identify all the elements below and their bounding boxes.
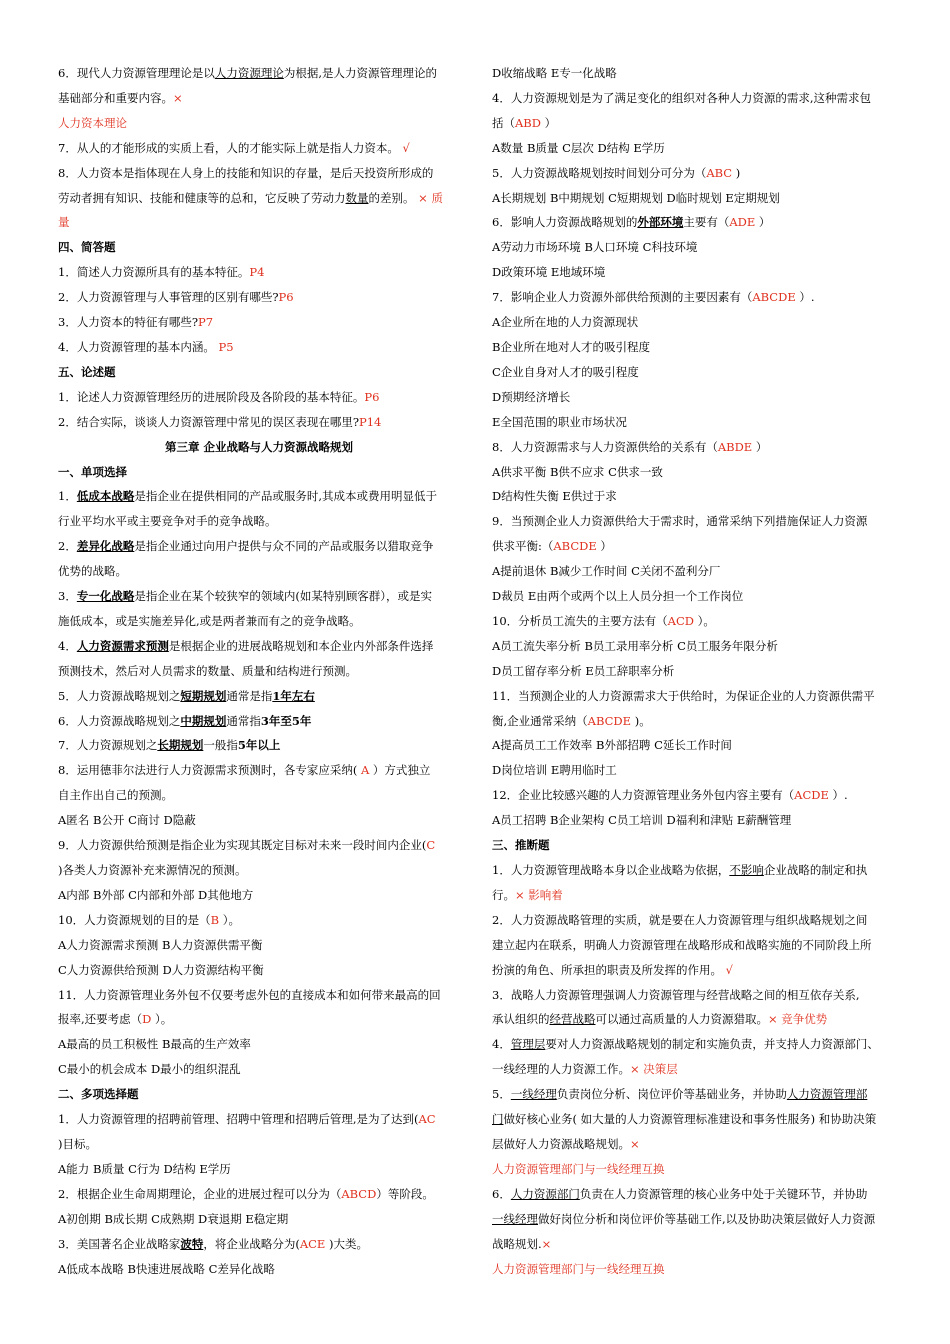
underlined-term: 中期规划 <box>180 713 227 728</box>
text-segment: 是根据企业的进展战略规划和本企业内外部条件选择 <box>168 638 434 653</box>
text-segment: 5．人力资源战略规划之 <box>58 688 181 703</box>
text-segment: 12．企业比较感兴趣的人力资源管理业务外包内容主要有（ <box>492 788 795 803</box>
text-segment: 五、论述题 <box>58 364 116 379</box>
answer-text: ACDE <box>794 788 829 803</box>
text-line <box>492 111 902 136</box>
underlined-term: 人力资源部门 <box>510 1186 580 1201</box>
text-segment: 优势的战略。 <box>58 564 127 579</box>
answer-text: ABC <box>706 165 733 180</box>
answer-text: C <box>426 838 436 853</box>
text-segment: ）方式独立 <box>369 763 431 778</box>
text-line <box>58 1232 460 1257</box>
text-segment: D员工留存率分析 E员工辞职率分析 <box>492 663 675 678</box>
section-heading <box>58 360 460 385</box>
answer-text: B <box>210 912 220 927</box>
text-line <box>58 310 460 335</box>
text-segment: 4． <box>492 1037 511 1052</box>
text-segment: 层做好人力资源战略规划。 <box>492 1136 630 1151</box>
text-segment: ) <box>732 165 741 180</box>
answer-text: × <box>630 1136 640 1151</box>
answer-text: P7 <box>197 315 214 330</box>
text-segment: 6．影响人力资源战略规划的 <box>492 215 638 230</box>
underlined-term: 一线经理 <box>510 1087 557 1102</box>
section-heading <box>58 460 460 485</box>
text-segment: A提高员工工作效率 B外部招聘 C延长工作时间 <box>492 738 732 753</box>
text-line <box>492 1057 902 1082</box>
text-line <box>58 1057 460 1082</box>
text-line <box>58 186 460 211</box>
text-segment: 企业战略的制定和执 <box>763 863 868 877</box>
text-segment: C人力资源供给预测 D人力资源结构平衡 <box>58 962 264 977</box>
text-segment: 2．人力资源战略管理的实质，就是要在人力资源管理与组织战略规划之间 <box>492 912 868 927</box>
text-segment: 通常是指 <box>226 688 273 703</box>
text-line <box>492 584 902 609</box>
text-segment: 做好岗位分析和岗位评价等基础工作,以及协助决策层做好人力资源 <box>538 1211 876 1226</box>
text-line <box>58 584 460 609</box>
text-segment: 8．运用德菲尔法进行人力资源需求预测时，各专家应采纳( <box>58 763 361 778</box>
text-segment: 4．人力资源规划是为了满足变化的组织对各种人力资源的需求,这种需求包 <box>492 90 871 105</box>
text-segment: 3．战略人力资源管理强调人力资源管理与经营战略之间的相互依存关系, <box>492 987 860 1002</box>
text-line <box>492 285 902 310</box>
text-segment: D岗位培训 E聘用临时工 <box>492 763 617 778</box>
text-line <box>492 1032 902 1057</box>
text-segment: 3．人力资本的特征有哪些? <box>58 315 198 330</box>
text-line <box>58 136 460 161</box>
text-line <box>492 1132 902 1157</box>
text-line <box>58 285 460 310</box>
text-line <box>58 484 460 509</box>
text-line <box>58 161 460 186</box>
text-line <box>58 1182 460 1207</box>
text-segment: 衡,企业通常采纳（ <box>492 713 588 728</box>
text-segment: 是指企业通过向用户提供与众不同的产品或服务以猎取竞争 <box>134 539 434 554</box>
text-line <box>492 460 902 485</box>
text-segment: D政策环境 E地域环境 <box>492 265 606 280</box>
answer-text: 人力资源管理部门与一线经理互换 <box>492 1161 665 1176</box>
text-line <box>492 933 902 958</box>
text-segment: 6． <box>492 1186 511 1201</box>
answer-text: × 决策层 <box>630 1062 678 1077</box>
text-segment: ） <box>596 539 612 554</box>
answer-text: √ <box>402 140 410 155</box>
text-segment: B企业所在地对人才的吸引程度 <box>492 339 650 354</box>
underlined-term: 专一化战略 <box>76 589 135 604</box>
text-line <box>58 883 460 908</box>
text-line <box>58 1207 460 1232</box>
text-line <box>58 86 460 111</box>
underlined-term: 人力资源理论 <box>214 66 284 80</box>
text-line <box>492 310 902 335</box>
text-line <box>58 210 460 235</box>
underlined-term: 外部环境 <box>637 215 684 230</box>
answer-text: P5 <box>218 339 234 354</box>
text-line <box>492 1157 902 1182</box>
answer-text: √ <box>725 962 733 977</box>
underlined-term: 差异化战略 <box>76 539 135 554</box>
text-segment: 的差别。 <box>368 190 419 205</box>
text-segment: 10．分析员工流失的主要方法有（ <box>492 613 668 628</box>
answer-text: ABCDE <box>587 713 632 728</box>
text-line <box>492 709 902 734</box>
text-line <box>58 783 460 808</box>
text-line <box>492 783 902 808</box>
text-line <box>58 659 460 684</box>
text-segment: E全国范围的职业市场状况 <box>492 414 627 429</box>
answer-text: 人力资源管理部门与一线经理互换 <box>492 1261 665 1276</box>
answer-text: ADE <box>729 215 756 230</box>
text-segment: 行。 <box>492 887 515 902</box>
text-line <box>492 484 902 509</box>
text-segment: A提前退休 B减少工作时间 C关闭不盈利分厂 <box>492 564 721 579</box>
text-segment: 一般指 <box>203 738 238 753</box>
text-segment: A内部 B外部 C内部和外部 D其他地方 <box>58 887 254 902</box>
text-segment: 1．简述人力资源所具有的基本特征。 <box>58 265 250 280</box>
text-line <box>492 758 902 783</box>
text-segment: 负责在人力资源管理的核心业务中处于关键环节，并协助 <box>579 1186 868 1201</box>
underlined-term: 1年左右 <box>272 688 315 703</box>
text-line <box>58 559 460 584</box>
text-line <box>492 1082 902 1107</box>
text-segment: ，将企业战略分为( <box>203 1236 300 1251</box>
text-line <box>58 858 460 883</box>
text-segment: 4． <box>58 638 77 653</box>
text-segment: 做好核心业务( 如大量的人力资源管理标准建设和事务性服务) 和协助决策 <box>503 1112 877 1127</box>
text-segment: 7．人力资源规划之 <box>58 738 158 753</box>
text-segment: A初创期 B成长期 C成熟期 D衰退期 E稳定期 <box>58 1211 289 1226</box>
chapter-title <box>58 435 460 460</box>
text-line <box>492 609 902 634</box>
text-segment: 劳动者拥有知识、技能和健康等的总和，它反映了劳动力 <box>58 190 346 205</box>
answer-text: 量 <box>58 215 70 230</box>
text-segment: D结构性失衡 E供过于求 <box>492 489 617 504</box>
underlined-term: 管理层 <box>510 1037 546 1052</box>
text-line <box>492 385 902 410</box>
answer-text: P4 <box>249 265 265 280</box>
text-line <box>58 1032 460 1057</box>
text-segment: 3年至5年 <box>260 713 312 728</box>
text-segment: ） <box>752 439 768 454</box>
text-segment: 9．人力资源供给预测是指企业为实现其既定目标对未来一段时间内企业( <box>58 838 427 853</box>
text-segment: 括（ <box>492 115 515 130</box>
text-segment: 5．人力资源战略规划按时间划分可分为（ <box>492 165 707 180</box>
text-line <box>58 808 460 833</box>
text-line <box>492 1232 902 1257</box>
text-segment: 1．论述人力资源管理经历的进展阶段及各阶段的基本特征。 <box>58 389 365 404</box>
answer-text: ABD <box>515 115 541 130</box>
text-line <box>58 335 460 360</box>
text-segment: A劳动力市场环境 B人口环境 C科技环境 <box>492 240 698 255</box>
text-segment: 三、推断题 <box>492 838 550 853</box>
answer-text: × <box>173 90 183 105</box>
text-segment: 战略规划. <box>492 1236 542 1251</box>
text-line <box>492 684 902 709</box>
text-line <box>492 161 902 186</box>
text-line <box>58 609 460 634</box>
text-segment: 扮演的角色、所承担的职责及所发挥的作用。 <box>492 962 726 977</box>
text-segment: )目标。 <box>58 1136 97 1151</box>
text-segment: 一、单项选择 <box>58 464 127 479</box>
text-segment: 6．现代人力资源管理理论是以 <box>58 66 215 80</box>
text-segment: 2．结合实际，谈谈人力资源管理中常见的误区表现在哪里? <box>58 414 359 429</box>
text-line <box>58 260 460 285</box>
text-segment: 5年以上 <box>237 738 281 753</box>
text-line <box>492 410 902 435</box>
text-segment: D收缩战略 E专一化战略 <box>492 66 617 80</box>
text-segment: A供求平衡 B供不应求 C供求一致 <box>492 464 663 479</box>
text-line <box>58 1157 460 1182</box>
text-line <box>492 1257 902 1282</box>
text-segment: A长期规划 B中期规划 C短期规划 D临时规划 E定期规划 <box>492 190 780 205</box>
text-line <box>492 858 902 883</box>
text-segment: 行业平均水平或主要竞争对手的竞争战略。 <box>58 514 277 529</box>
text-line <box>58 1007 460 1032</box>
text-segment: 负责岗位分析、岗位评价等基础业务，并协助 <box>556 1087 787 1102</box>
text-line <box>492 908 902 933</box>
text-segment: 要对人力资源战略规划的制定和实施负责，并支持人力资源部门、 <box>545 1037 879 1052</box>
text-segment: ）。 <box>219 912 240 927</box>
text-segment: 3． <box>58 589 77 604</box>
text-line <box>58 1107 460 1132</box>
text-line <box>492 1182 902 1207</box>
answer-text: × 影响着 <box>515 887 563 902</box>
text-segment: )。 <box>631 713 651 728</box>
underlined-term: 不影响 <box>729 863 764 877</box>
left-column <box>58 61 460 1281</box>
text-line <box>58 709 460 734</box>
underlined-term: 长期规划 <box>157 738 204 753</box>
text-line <box>492 1207 902 1232</box>
text-line <box>58 1132 460 1157</box>
text-segment: 通常指 <box>226 713 261 728</box>
text-segment: 是指企业在某个较狭窄的领域内(如某特别顾客群），或是实 <box>134 589 433 604</box>
text-segment: 一线经理的人力资源工作。 <box>492 1062 630 1077</box>
text-segment: 8．人力资本是指体现在人身上的技能和知识的存量，是后天投资所形成的 <box>58 165 434 180</box>
text-segment: A员工流失率分析 B员工录用率分析 C员工服务年限分析 <box>492 638 778 653</box>
text-line <box>492 260 902 285</box>
answer-text: P6 <box>278 290 294 305</box>
text-segment: )大类。 <box>325 1236 368 1251</box>
text-segment: ）等阶段。 <box>376 1186 434 1201</box>
text-segment: 1．人力资源管理的招聘前管理、招聘中管理和招聘后管理,是为了达到( <box>58 1112 419 1127</box>
answer-text: AC <box>418 1112 436 1127</box>
text-segment: 11．当预测企业的人力资源需求大于供给时，为保证企业的人力资源供需平 <box>492 688 875 703</box>
text-line <box>492 360 902 385</box>
text-segment: A员工招聘 B企业架构 C员工培训 D福利和津贴 E薪酬管理 <box>492 813 792 828</box>
text-line <box>58 983 460 1008</box>
text-line <box>492 235 902 260</box>
text-segment: D预期经济增长 <box>492 389 571 404</box>
answer-text: A <box>360 763 370 778</box>
text-segment: A能力 B质量 C行为 D结构 E学历 <box>58 1161 231 1176</box>
text-segment: ）。 <box>693 613 715 628</box>
text-segment: 1．人力资源管理战略本身以企业战略为依据， <box>492 863 730 877</box>
text-segment: 5． <box>492 1087 511 1102</box>
text-segment: A低成本战略 B快速进展战略 C差异化战略 <box>58 1261 275 1276</box>
answer-text: P6 <box>364 389 380 404</box>
text-line <box>492 1107 902 1132</box>
text-segment: 供求平衡:（ <box>492 539 554 554</box>
text-segment: 7．影响企业人力资源外部供给预测的主要因素有（ <box>492 290 753 305</box>
text-segment: 四、简答题 <box>58 240 116 255</box>
text-segment: C最小的机会成本 D最小的组织混乱 <box>58 1062 241 1077</box>
text-segment: 8．人力资源需求与人力资源供给的关系有（ <box>492 439 718 454</box>
text-segment: 报率,还要考虑（ <box>58 1012 143 1027</box>
text-line <box>492 86 902 111</box>
text-segment: 主要有（ <box>683 215 730 230</box>
underlined-term: 门 <box>492 1112 504 1127</box>
text-segment: 11．人力资源管理业务外包不仅要考虑外包的直接成本和如何带来最高的回 <box>58 987 441 1002</box>
answer-text: ACD <box>667 613 694 628</box>
text-segment: A人力资源需求预测 B人力资源供需平衡 <box>58 937 263 952</box>
text-line <box>58 833 460 858</box>
text-line <box>492 509 902 534</box>
text-line <box>492 61 902 86</box>
text-line <box>492 659 902 684</box>
text-line <box>58 733 460 758</box>
text-line <box>58 534 460 559</box>
text-segment: 施低成本，或是实施差异化,或是两者兼而有之的竞争战略。 <box>58 613 361 628</box>
underlined-term: 低成本战略 <box>76 489 135 504</box>
text-segment: 建立起内在联系，明确人力资源管理在战略形成和战略实施的不同阶段上所 <box>492 937 872 952</box>
text-line <box>492 136 902 161</box>
answer-text: × 质 <box>418 190 443 205</box>
answer-text: × 竞争优势 <box>768 1012 828 1027</box>
text-segment: 2．人力资源管理与人事管理的区别有哪些? <box>58 290 279 305</box>
text-segment: 1． <box>58 489 77 504</box>
text-segment: A最高的员工积极性 B最高的生产效率 <box>58 1037 251 1052</box>
text-line <box>492 733 902 758</box>
answer-text: ACE <box>299 1236 326 1251</box>
text-segment: 4．人力资源管理的基本内涵。 <box>58 339 219 354</box>
text-segment: 10．人力资源规划的目的是（ <box>58 912 211 927</box>
section-heading <box>58 235 460 260</box>
text-segment: 预测技术，然后对人员需求的数量、质量和结构进行预测。 <box>58 663 357 678</box>
text-segment: ）. <box>828 788 848 803</box>
text-line <box>492 210 902 235</box>
text-segment: 2． <box>58 539 77 554</box>
answer-text: P14 <box>358 414 382 429</box>
text-line <box>58 111 460 136</box>
underlined-term: 波特 <box>180 1236 204 1251</box>
text-line <box>492 883 902 908</box>
text-line <box>492 435 902 460</box>
text-segment: 自主作出自己的预测。 <box>58 788 173 803</box>
text-segment: 7．从人的才能形成的实质上看，人的才能实际上就是指人力资本。 <box>58 140 403 155</box>
text-line <box>58 958 460 983</box>
text-line <box>58 1257 460 1282</box>
text-segment: D裁员 E由两个或两个以上人员分担一个工作岗位 <box>492 589 744 604</box>
text-line <box>58 908 460 933</box>
text-segment: C企业自身对人才的吸引程度 <box>492 364 639 379</box>
text-segment: ） <box>540 115 557 130</box>
text-segment: )各类人力资源补充来源情况的预测。 <box>58 863 247 877</box>
underlined-term: 短期规划 <box>180 688 227 703</box>
answer-text: ABDE <box>717 439 753 454</box>
answer-text: ABCDE <box>553 539 597 554</box>
text-line <box>492 634 902 659</box>
answer-text: × <box>541 1236 552 1251</box>
answer-text: ABCD <box>341 1186 377 1201</box>
underlined-term: 一线经理 <box>492 1211 538 1226</box>
answer-text: D <box>142 1012 152 1027</box>
text-segment: 2．根据企业生命周期理论，企业的进展过程可以分为（ <box>58 1186 342 1201</box>
underlined-term: 人力资源管理部 <box>786 1087 868 1102</box>
text-line <box>58 410 460 435</box>
text-segment: 基础部分和重要内容。 <box>58 90 173 105</box>
text-segment: 二、多项选择题 <box>58 1087 139 1102</box>
text-line <box>58 933 460 958</box>
right-column <box>492 61 902 1281</box>
text-segment: 可以通过高质量的人力资源猎取。 <box>595 1012 768 1027</box>
text-line <box>492 983 902 1008</box>
underlined-term: 数量 <box>345 190 369 205</box>
text-line <box>492 335 902 360</box>
text-line <box>492 186 902 211</box>
text-segment: 为根据,是人力资源管理理论的 <box>283 66 437 80</box>
text-line <box>492 808 902 833</box>
text-line <box>58 634 460 659</box>
text-line <box>58 61 460 86</box>
text-line <box>492 534 902 559</box>
text-line <box>58 385 460 410</box>
answer-text: ABCDE <box>752 290 796 305</box>
text-segment: A匿名 B公开 C商讨 D隐蔽 <box>58 813 196 828</box>
text-segment: 是指企业在提供相同的产品或服务时,其成本或费用明显低于 <box>134 489 437 504</box>
underlined-term: 经营战略 <box>549 1012 596 1027</box>
text-segment: A数量 B质量 C层次 D结构 E学历 <box>492 140 665 155</box>
text-segment: 9．当预测企业人力资源供给大于需求时，通常采纳下列措施保证人力资源 <box>492 514 868 529</box>
text-segment: 第三章 企业战略与人力资源战略规划 <box>164 439 353 454</box>
text-segment: ）. <box>795 290 815 305</box>
text-segment: A企业所在地的人力资源现状 <box>492 315 639 330</box>
text-segment: 3．美国著名企业战略家 <box>58 1236 181 1251</box>
answer-text: 人力资本理论 <box>58 115 127 130</box>
text-line <box>492 958 902 983</box>
text-line <box>492 559 902 584</box>
text-line <box>58 509 460 534</box>
text-line <box>58 684 460 709</box>
text-line <box>492 1007 902 1032</box>
text-line <box>58 758 460 783</box>
text-segment: 承认组织的 <box>492 1012 550 1027</box>
underlined-term: 人力资源需求预测 <box>76 638 169 653</box>
text-segment: 6．人力资源战略规划之 <box>58 713 181 728</box>
text-segment: ）。 <box>151 1012 173 1027</box>
section-heading <box>58 1082 460 1107</box>
text-segment: ） <box>755 215 771 230</box>
section-heading <box>492 833 902 858</box>
